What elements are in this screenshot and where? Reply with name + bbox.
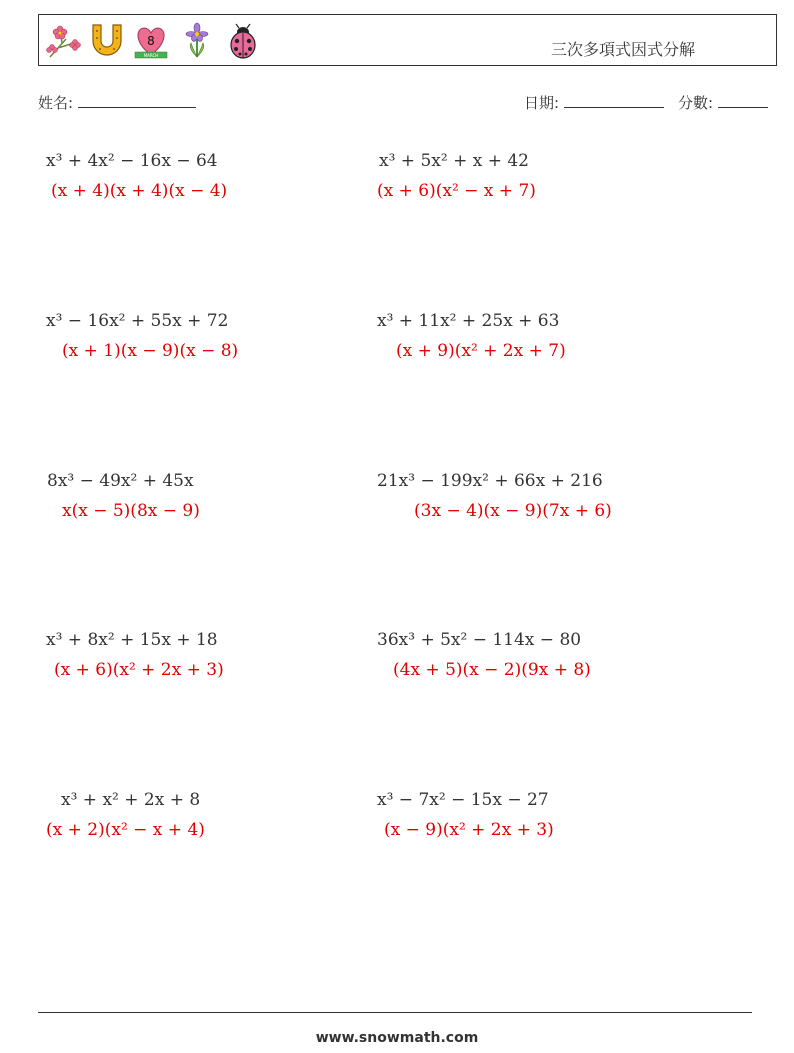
worksheet-title: 三次多項式因式分解 <box>551 40 696 59</box>
problem-answer: (x + 6)(x² − x + 7) <box>377 181 536 201</box>
heart-march-8-icon <box>131 21 171 61</box>
problem-expression: x³ − 16x² + 55x + 72 <box>46 311 229 331</box>
problem-answer: (x + 1)(x − 9)(x − 8) <box>62 341 239 361</box>
date-field[interactable] <box>524 92 664 113</box>
problem-answer: (x + 9)(x² + 2x + 7) <box>396 341 566 361</box>
heart-number: 8 <box>147 34 155 48</box>
name-label: 姓名: <box>38 94 74 112</box>
name-blank[interactable] <box>78 93 196 108</box>
problem-expression: 36x³ + 5x² − 114x − 80 <box>377 630 582 650</box>
problem-expression: 21x³ − 199x² + 66x + 216 <box>377 471 603 491</box>
problem-expression: x³ + 8x² + 15x + 18 <box>46 630 218 650</box>
score-field[interactable] <box>678 92 768 113</box>
problem-answer: (4x + 5)(x − 2)(9x + 8) <box>393 660 591 680</box>
worksheet-header <box>38 14 777 66</box>
problem-answer: x(x − 5)(8x − 9) <box>62 501 200 521</box>
problem-answer: (x + 2)(x² − x + 4) <box>46 820 205 840</box>
problem-expression: x³ + 5x² + x + 42 <box>379 151 529 171</box>
score-blank[interactable] <box>718 93 768 108</box>
footer-url[interactable]: www.snowmath.com <box>315 1030 479 1046</box>
problem-expression: x³ + 11x² + 25x + 63 <box>377 311 560 331</box>
date-label: 日期: <box>524 94 560 112</box>
problem-answer: (3x − 4)(x − 9)(7x + 6) <box>414 501 612 521</box>
name-field[interactable] <box>38 92 196 113</box>
footer-divider <box>38 1012 752 1013</box>
date-blank[interactable] <box>564 93 664 108</box>
problem-expression: x³ − 7x² − 15x − 27 <box>377 790 549 810</box>
problem-expression: x³ + 4x² − 16x − 64 <box>46 151 218 171</box>
problem-answer: (x + 4)(x + 4)(x − 4) <box>51 181 228 201</box>
score-label: 分數: <box>678 94 714 112</box>
flowers-icon <box>44 21 84 61</box>
heart-banner: MARCH <box>143 53 159 58</box>
iris-flower-icon <box>177 21 217 61</box>
horseshoe-icon <box>87 21 127 61</box>
problem-expression: 8x³ − 49x² + 45x <box>47 471 194 491</box>
ladybug-icon <box>223 21 263 61</box>
problem-expression: x³ + x² + 2x + 8 <box>61 790 201 810</box>
problem-answer: (x − 9)(x² + 2x + 3) <box>384 820 554 840</box>
problem-answer: (x + 6)(x² + 2x + 3) <box>54 660 224 680</box>
